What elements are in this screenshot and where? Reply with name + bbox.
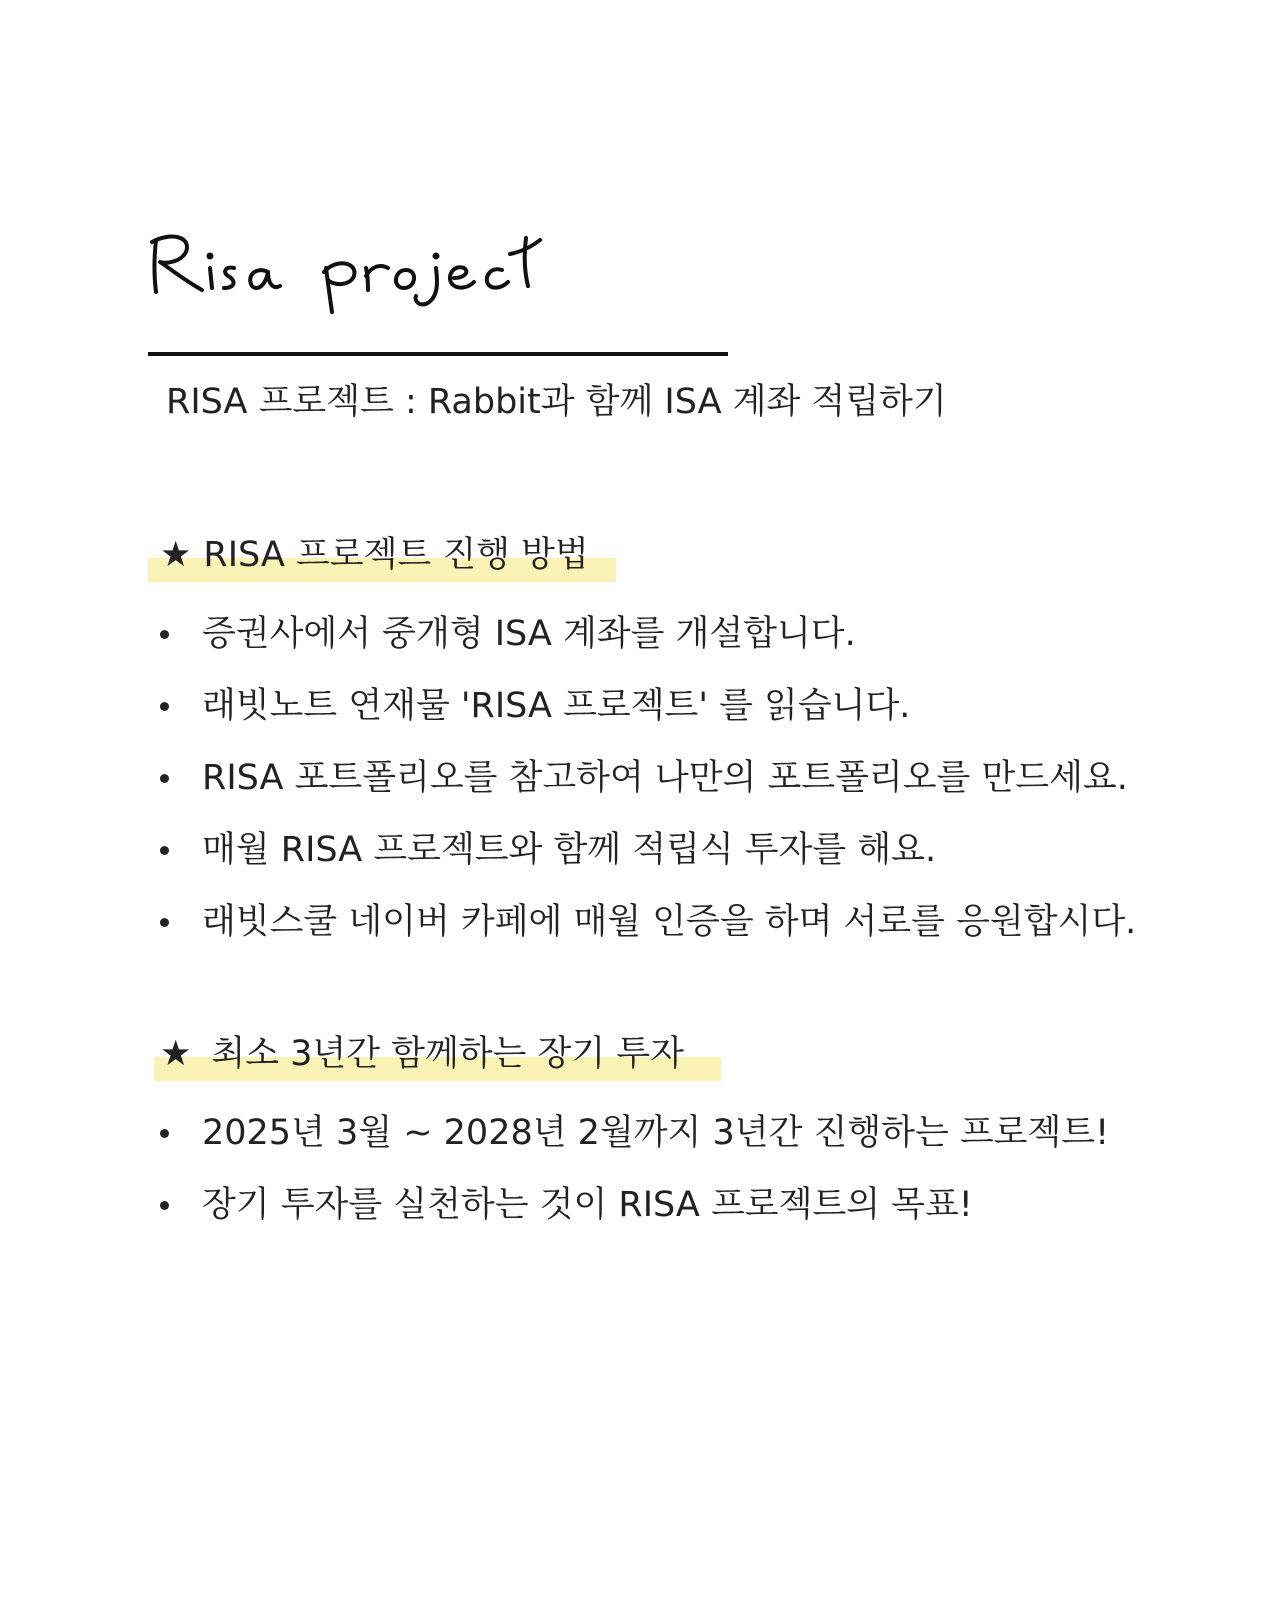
handwritten-title-art	[148, 218, 548, 318]
list-item-text: 래빗노트 연재물 'RISA 프로젝트' 를 읽습니다.	[202, 686, 911, 726]
handwritten-title	[148, 218, 548, 318]
list-item	[148, 598, 1148, 670]
list-item	[148, 1097, 1148, 1169]
section-how-to	[148, 528, 1148, 958]
bullet-icon	[160, 630, 169, 639]
list-item-text: 래빗스쿨 네이버 카페에 매월 인증을 하며 서로를 응원합시다.	[202, 902, 1137, 942]
section-heading-text: RISA 프로젝트 진행 방법	[203, 535, 589, 575]
section-heading	[148, 528, 1148, 582]
bullet-icon	[160, 918, 169, 927]
section-heading	[148, 1027, 1148, 1081]
list-item-text: 장기 투자를 실천하는 것이 RISA 프로젝트의 목표!	[202, 1185, 973, 1225]
list-item-text: RISA 포트폴리오를 참고하여 나만의 포트폴리오를 만드세요.	[202, 758, 1128, 798]
star-icon: ★	[160, 535, 192, 575]
section-heading-text: 최소 3년간 함께하는 장기 투자	[211, 1034, 684, 1074]
bullet-icon	[160, 1201, 169, 1210]
bullet-icon	[160, 702, 169, 711]
bullet-icon	[160, 846, 169, 855]
bullet-icon	[160, 1129, 169, 1138]
list-item-text: 증권사에서 중개형 ISA 계좌를 개설합니다.	[202, 614, 856, 654]
list-item	[148, 886, 1148, 958]
list-item	[148, 814, 1148, 886]
bullet-icon	[160, 774, 169, 783]
list-item-text: 매월 RISA 프로젝트와 함께 적립식 투자를 해요.	[202, 830, 937, 870]
list-item	[148, 1169, 1148, 1241]
list-item	[148, 670, 1148, 742]
bullet-list	[148, 1097, 1148, 1241]
list-item-text: 2025년 3월 ~ 2028년 2월까지 3년간 진행하는 프로젝트!	[202, 1113, 1110, 1153]
bullet-list	[148, 598, 1148, 958]
list-item	[148, 742, 1148, 814]
subtitle: RISA 프로젝트 : Rabbit과 함께 ISA 계좌 적립하기	[166, 382, 947, 422]
section-long-term	[148, 1027, 1148, 1241]
title-divider	[148, 352, 728, 356]
star-icon: ★	[160, 1034, 192, 1074]
